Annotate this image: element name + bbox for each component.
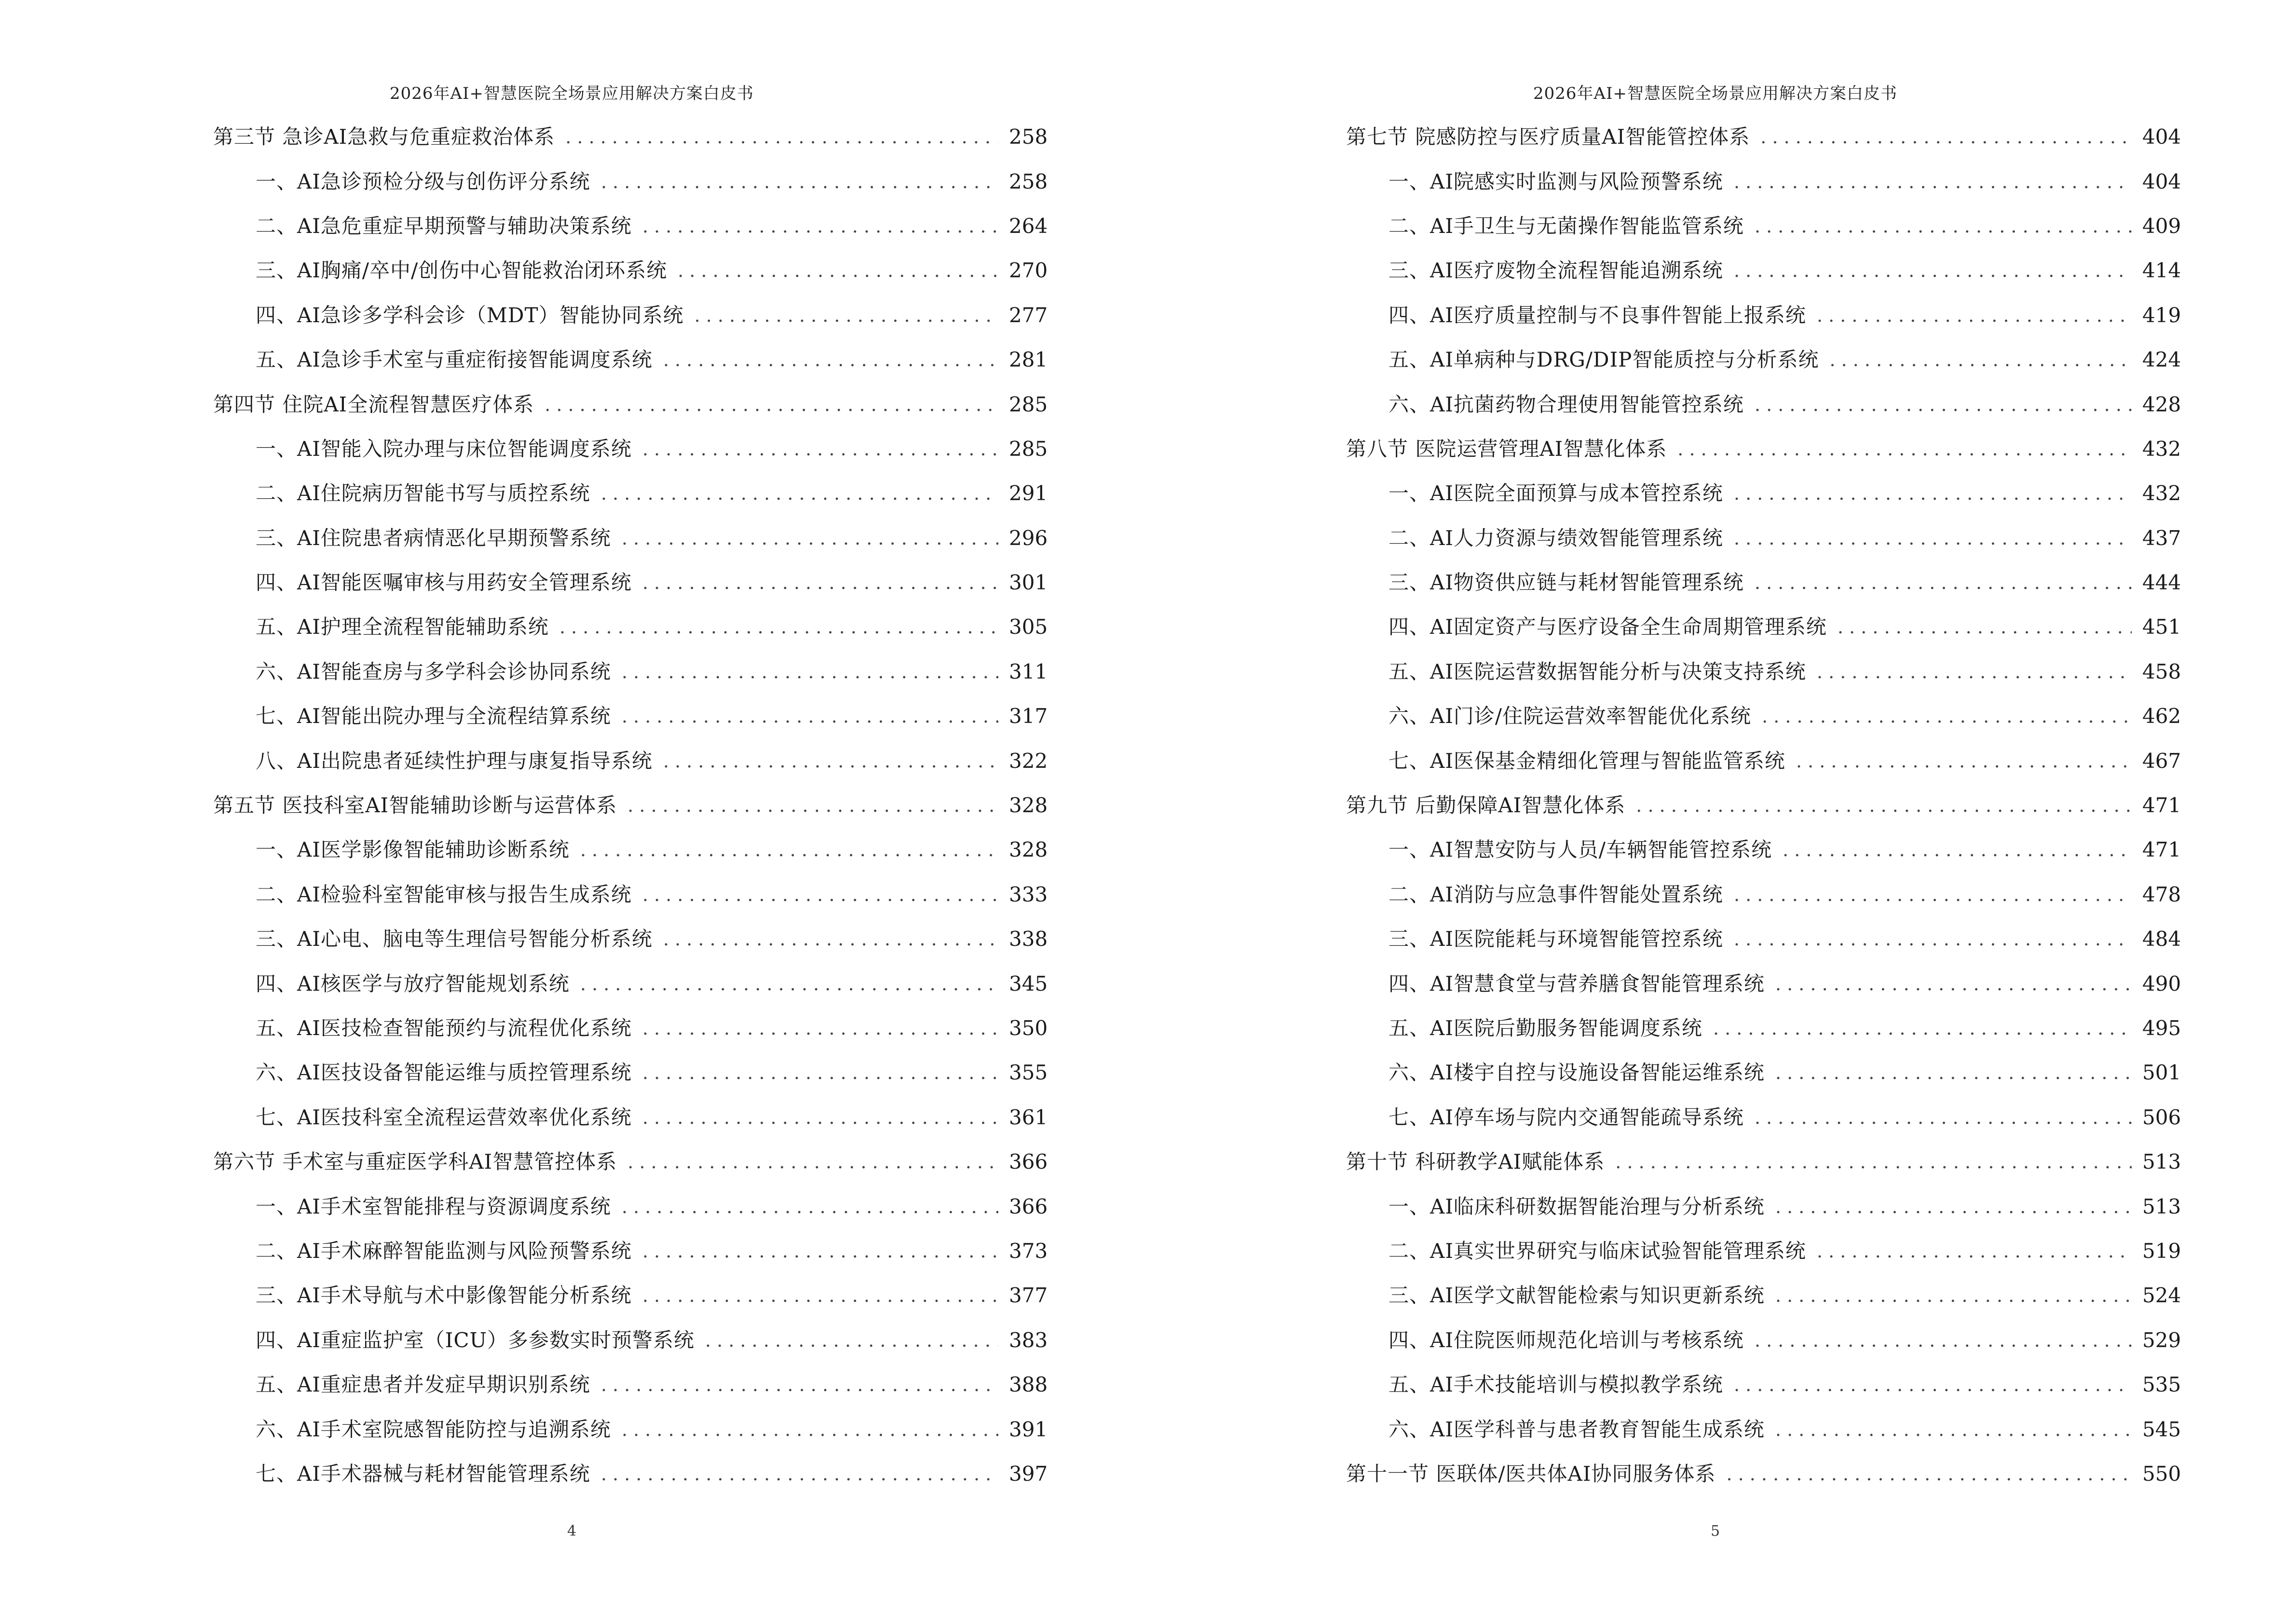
toc-entry-title: 一、AI手术室智能排程与资源调度系统 bbox=[256, 1194, 611, 1218]
toc-subsection-entry[interactable] bbox=[1346, 1006, 2181, 1051]
toc-dot-leader bbox=[1783, 841, 2132, 859]
toc-entry-title: 四、AI急诊多学科会诊（MDT）智能协同系统 bbox=[256, 303, 684, 327]
toc-entry-title: 六、AI手术室院感智能防控与追溯系统 bbox=[256, 1417, 611, 1441]
toc-entry-page-number: 366 bbox=[1009, 1150, 1048, 1174]
toc-entry-page-number: 513 bbox=[2142, 1194, 2181, 1218]
toc-entry-title: 第十一节 医联体/医共体AI协同服务体系 bbox=[1346, 1461, 1716, 1486]
toc-dot-leader bbox=[1775, 1198, 2132, 1216]
toc-entry-page-number: 366 bbox=[1009, 1194, 1048, 1218]
toc-dot-leader bbox=[1734, 261, 2132, 280]
toc-dot-leader bbox=[1817, 1242, 2132, 1260]
toc-subsection-entry[interactable] bbox=[213, 1452, 1048, 1496]
toc-dot-leader bbox=[565, 128, 998, 146]
toc-subsection-entry[interactable] bbox=[1346, 293, 2181, 338]
toc-subsection-entry[interactable] bbox=[1346, 1229, 2181, 1273]
toc-subsection-entry[interactable] bbox=[213, 1407, 1048, 1451]
toc-entry-title: 三、AI胸痛/卒中/创伤中心智能救治闭环系统 bbox=[256, 259, 667, 283]
toc-entry-page-number: 333 bbox=[1009, 882, 1048, 906]
running-header: 2026年AI+智慧医院全场景应用解决方案白皮书 bbox=[390, 84, 754, 103]
toc-subsection-entry[interactable] bbox=[1346, 1095, 2181, 1140]
toc-entry-title: 七、AI停车场与院内交通智能疏导系统 bbox=[1389, 1105, 1744, 1129]
toc-entry-title: 一、AI智慧安防与人员/车辆智能管控系统 bbox=[1389, 838, 1772, 862]
toc-dot-leader bbox=[601, 484, 998, 503]
toc-entry-page-number: 291 bbox=[1009, 481, 1048, 505]
toc-entry-page-number: 258 bbox=[1009, 125, 1048, 149]
toc-subsection-entry[interactable] bbox=[1346, 1184, 2181, 1228]
toc-dot-leader bbox=[580, 975, 998, 993]
toc-entry-title: 第八节 医院运营管理AI智慧化体系 bbox=[1346, 437, 1667, 461]
toc-entry-page-number: 524 bbox=[2142, 1283, 2181, 1308]
toc-section-entry[interactable] bbox=[1346, 1452, 2181, 1496]
toc-entry-title: 三、AI住院患者病情恶化早期预警系统 bbox=[256, 526, 611, 550]
toc-entry-page-number: 462 bbox=[2142, 704, 2181, 728]
toc-entry-page-number: 444 bbox=[2142, 571, 2181, 595]
toc-dot-leader bbox=[1734, 173, 2132, 191]
toc-section-entry[interactable] bbox=[1346, 427, 2181, 471]
toc-subsection-entry[interactable] bbox=[1346, 828, 2181, 872]
toc-entry-title: 七、AI医保基金精细化管理与智能监管系统 bbox=[1389, 749, 1785, 773]
toc-entry-title: 五、AI重症患者并发症早期识别系统 bbox=[256, 1373, 590, 1397]
toc-dot-leader bbox=[1734, 930, 2132, 948]
toc-entry-page-number: 338 bbox=[1009, 927, 1048, 951]
page-number: 4 bbox=[567, 1523, 577, 1540]
toc-dot-leader bbox=[622, 663, 998, 681]
toc-section-entry[interactable] bbox=[213, 783, 1048, 828]
toc-entry-page-number: 550 bbox=[2142, 1461, 2181, 1486]
toc-dot-leader bbox=[601, 1376, 998, 1394]
toc-dot-leader bbox=[601, 173, 998, 191]
toc-dot-leader bbox=[642, 573, 998, 592]
toc-dot-leader bbox=[694, 306, 998, 325]
toc-dot-leader bbox=[1734, 484, 2132, 503]
toc-entry-title: 一、AI临床科研数据智能治理与分析系统 bbox=[1389, 1194, 1765, 1218]
toc-dot-leader bbox=[601, 1465, 998, 1483]
toc-dot-leader bbox=[1755, 573, 2132, 592]
toc-entry-page-number: 361 bbox=[1009, 1105, 1048, 1129]
toc-entry-page-number: 513 bbox=[2142, 1150, 2181, 1174]
toc-subsection-entry[interactable] bbox=[213, 828, 1048, 872]
toc-entry-page-number: 451 bbox=[2142, 615, 2181, 639]
toc-dot-leader bbox=[642, 1286, 998, 1305]
toc-entry-title: 二、AI手卫生与无菌操作智能监管系统 bbox=[1389, 214, 1744, 238]
toc-dot-leader bbox=[642, 1019, 998, 1037]
toc-dot-leader bbox=[642, 217, 998, 235]
toc-entry-title: 四、AI住院医师规范化培训与考核系统 bbox=[1389, 1328, 1744, 1352]
toc-entry-title: 五、AI单病种与DRG/DIP智能质控与分析系统 bbox=[1389, 348, 1819, 372]
toc-entry-page-number: 467 bbox=[2142, 749, 2181, 773]
toc-entry-page-number: 377 bbox=[1009, 1283, 1048, 1308]
toc-dot-leader bbox=[1829, 351, 2132, 369]
toc-entry-title: 第六节 手术室与重症医学科AI智慧管控体系 bbox=[213, 1150, 617, 1174]
toc-dot-leader bbox=[1762, 707, 2132, 725]
toc-entry-page-number: 519 bbox=[2142, 1239, 2181, 1263]
toc-entry-title: 四、AI医疗质量控制与不良事件智能上报系统 bbox=[1389, 303, 1806, 327]
toc-subsection-entry[interactable] bbox=[1346, 516, 2181, 560]
toc-dot-leader bbox=[1734, 886, 2132, 904]
toc-subsection-entry[interactable] bbox=[213, 293, 1048, 338]
toc-entry-page-number: 322 bbox=[1009, 749, 1048, 773]
toc-entry-page-number: 506 bbox=[2142, 1105, 2181, 1129]
toc-entry-page-number: 270 bbox=[1009, 259, 1048, 283]
toc-entry-page-number: 328 bbox=[1009, 793, 1048, 818]
toc-subsection-entry[interactable] bbox=[213, 961, 1048, 1006]
toc-dot-leader bbox=[1755, 217, 2132, 235]
toc-entry-title: 六、AI楼宇自控与设施设备智能运维系统 bbox=[1389, 1061, 1765, 1085]
toc-dot-leader bbox=[663, 752, 998, 770]
toc-section-entry[interactable] bbox=[1346, 1140, 2181, 1184]
toc-subsection-entry[interactable] bbox=[1346, 605, 2181, 649]
toc-subsection-entry[interactable] bbox=[213, 516, 1048, 560]
toc-dot-leader bbox=[622, 529, 998, 547]
toc-entry-page-number: 305 bbox=[1009, 615, 1048, 639]
toc-dot-leader bbox=[1755, 1108, 2132, 1127]
toc-entry-title: 七、AI智能出院办理与全流程结算系统 bbox=[256, 704, 611, 728]
toc-entry-title: 二、AI住院病历智能书写与质控系统 bbox=[256, 481, 590, 505]
toc-dot-leader bbox=[1796, 752, 2132, 770]
toc-entry-title: 六、AI智能查房与多学科会诊协同系统 bbox=[256, 659, 611, 683]
toc-entry-page-number: 437 bbox=[2142, 526, 2181, 550]
toc-entry-page-number: 478 bbox=[2142, 882, 2181, 906]
toc-entry-title: 一、AI智能入院办理与床位智能调度系统 bbox=[256, 437, 632, 461]
toc-subsection-entry[interactable] bbox=[1346, 694, 2181, 738]
toc-entry-title: 五、AI手术技能培训与模拟教学系统 bbox=[1389, 1373, 1723, 1397]
toc-dot-leader bbox=[642, 1242, 998, 1260]
toc-entry-page-number: 404 bbox=[2142, 169, 2181, 193]
toc-dot-leader bbox=[678, 261, 998, 280]
toc-entry-page-number: 397 bbox=[1009, 1461, 1048, 1486]
toc-entry-title: 六、AI抗菌药物合理使用智能管控系统 bbox=[1389, 392, 1744, 416]
toc-entry-title: 三、AI手术导航与术中影像智能分析系统 bbox=[256, 1283, 632, 1308]
toc-entry-title: 第三节 急诊AI急救与危重症救治体系 bbox=[213, 125, 555, 149]
toc-entry-page-number: 328 bbox=[1009, 838, 1048, 862]
toc-dot-leader bbox=[545, 396, 998, 414]
toc-entry-title: 五、AI急诊手术室与重症衔接智能调度系统 bbox=[256, 348, 653, 372]
toc-subsection-entry[interactable] bbox=[213, 1363, 1048, 1407]
toc-subsection-entry[interactable] bbox=[213, 738, 1048, 783]
toc-dot-leader bbox=[580, 841, 998, 859]
toc-entry-page-number: 301 bbox=[1009, 571, 1048, 595]
toc-dot-leader bbox=[559, 618, 998, 636]
toc-subsection-entry[interactable] bbox=[213, 159, 1048, 204]
toc-dot-leader bbox=[1817, 306, 2132, 325]
toc-entry-page-number: 419 bbox=[2142, 303, 2181, 327]
toc-entry-title: 八、AI出院患者延续性护理与康复指导系统 bbox=[256, 749, 653, 773]
toc-dot-leader bbox=[1734, 1376, 2132, 1394]
toc-subsection-entry[interactable] bbox=[213, 248, 1048, 293]
toc-entry-title: 第五节 医技科室AI智能辅助诊断与运营体系 bbox=[213, 793, 617, 818]
toc-dot-leader bbox=[622, 707, 998, 725]
toc-dot-leader bbox=[627, 796, 998, 815]
toc-entry-page-number: 281 bbox=[1009, 348, 1048, 372]
toc-dot-leader bbox=[1755, 396, 2132, 414]
toc-section-entry[interactable] bbox=[1346, 115, 2181, 159]
toc-subsection-entry[interactable] bbox=[1346, 650, 2181, 694]
toc-subsection-entry[interactable] bbox=[213, 1184, 1048, 1228]
toc-entry-title: 三、AI医学文献智能检索与知识更新系统 bbox=[1389, 1283, 1765, 1308]
toc-dot-leader bbox=[663, 930, 998, 948]
toc-entry-title: 三、AI心电、脑电等生理信号智能分析系统 bbox=[256, 927, 653, 951]
toc-entry-page-number: 409 bbox=[2142, 214, 2181, 238]
toc-entry-title: 第十节 科研教学AI赋能体系 bbox=[1346, 1150, 1605, 1174]
toc-entry-page-number: 350 bbox=[1009, 1016, 1048, 1040]
toc-subsection-entry[interactable] bbox=[213, 471, 1048, 516]
toc-entry-title: 二、AI真实世界研究与临床试验智能管理系统 bbox=[1389, 1239, 1806, 1263]
toc-dot-leader bbox=[642, 440, 998, 458]
toc-subsection-entry[interactable] bbox=[1346, 248, 2181, 293]
toc-dot-leader bbox=[705, 1331, 998, 1350]
toc-dot-leader bbox=[1775, 1064, 2132, 1082]
toc-entry-page-number: 264 bbox=[1009, 214, 1048, 238]
toc-subsection-entry[interactable] bbox=[1346, 338, 2181, 382]
toc-entry-title: 五、AI医技检查智能预约与流程优化系统 bbox=[256, 1016, 632, 1040]
toc-subsection-entry[interactable] bbox=[213, 694, 1048, 738]
toc-entry-page-number: 432 bbox=[2142, 437, 2181, 461]
toc-dot-leader bbox=[1838, 618, 2132, 636]
toc-entry-page-number: 296 bbox=[1009, 526, 1048, 550]
toc-entry-page-number: 277 bbox=[1009, 303, 1048, 327]
toc-entry-page-number: 529 bbox=[2142, 1328, 2181, 1352]
toc-subsection-entry[interactable] bbox=[213, 1318, 1048, 1363]
right-page bbox=[1144, 0, 2287, 1624]
page-number: 5 bbox=[1710, 1523, 1720, 1540]
toc-subsection-entry[interactable] bbox=[1346, 204, 2181, 248]
toc-subsection-entry[interactable] bbox=[1346, 382, 2181, 426]
toc-entry-title: 第九节 后勤保障AI智慧化体系 bbox=[1346, 793, 1626, 818]
toc-subsection-entry[interactable] bbox=[1346, 738, 2181, 783]
toc-subsection-entry[interactable] bbox=[213, 650, 1048, 694]
toc-entry-title: 三、AI医疗废物全流程智能追溯系统 bbox=[1389, 259, 1723, 283]
toc-entry-page-number: 414 bbox=[2142, 259, 2181, 283]
toc-entry-page-number: 545 bbox=[2142, 1417, 2181, 1441]
toc-subsection-entry[interactable] bbox=[213, 1229, 1048, 1273]
toc-dot-leader bbox=[622, 1198, 998, 1216]
toc-entry-title: 五、AI护理全流程智能辅助系统 bbox=[256, 615, 549, 639]
toc-subsection-entry[interactable] bbox=[1346, 1051, 2181, 1095]
toc-dot-leader bbox=[663, 351, 998, 369]
toc-entry-title: 二、AI消防与应急事件智能处置系统 bbox=[1389, 882, 1723, 906]
toc-section-entry[interactable] bbox=[213, 115, 1048, 159]
toc-entry-title: 一、AI医学影像智能辅助诊断系统 bbox=[256, 838, 570, 862]
toc-entry-title: 七、AI医技科室全流程运营效率优化系统 bbox=[256, 1105, 632, 1129]
toc-subsection-entry[interactable] bbox=[1346, 961, 2181, 1006]
toc-dot-leader bbox=[1636, 796, 2132, 815]
toc-dot-leader bbox=[1817, 663, 2132, 681]
toc-subsection-entry[interactable] bbox=[213, 1051, 1048, 1095]
toc-entry-page-number: 424 bbox=[2142, 348, 2181, 372]
toc-subsection-entry[interactable] bbox=[213, 605, 1048, 649]
toc-dot-leader bbox=[1615, 1153, 2132, 1171]
toc-dot-leader bbox=[642, 1064, 998, 1082]
toc-entry-page-number: 458 bbox=[2142, 659, 2181, 683]
toc-section-entry[interactable] bbox=[213, 1140, 1048, 1184]
toc-entry-title: 一、AI急诊预检分级与创伤评分系统 bbox=[256, 169, 590, 193]
toc-entry-title: 第四节 住院AI全流程智慧医疗体系 bbox=[213, 392, 534, 416]
toc-entry-page-number: 345 bbox=[1009, 971, 1048, 996]
toc-dot-leader bbox=[1755, 1331, 2132, 1350]
toc-entry-title: 五、AI医院后勤服务智能调度系统 bbox=[1389, 1016, 1702, 1040]
toc-dot-leader bbox=[642, 886, 998, 904]
toc-entry-title: 五、AI医院运营数据智能分析与决策支持系统 bbox=[1389, 659, 1806, 683]
toc-entry-title: 四、AI重症监护室（ICU）多参数实时预警系统 bbox=[256, 1328, 695, 1352]
toc-subsection-entry[interactable] bbox=[1346, 159, 2181, 204]
toc-subsection-entry[interactable] bbox=[1346, 917, 2181, 961]
toc-entry-page-number: 383 bbox=[1009, 1328, 1048, 1352]
toc-dot-leader bbox=[1760, 128, 2132, 146]
toc-entry-page-number: 490 bbox=[2142, 971, 2181, 996]
toc-entry-title: 四、AI固定资产与医疗设备全生命周期管理系统 bbox=[1389, 615, 1827, 639]
toc-entry-page-number: 495 bbox=[2142, 1016, 2181, 1040]
toc-entry-title: 六、AI医学科普与患者教育智能生成系统 bbox=[1389, 1417, 1765, 1441]
toc-entry-title: 一、AI院感实时监测与风险预警系统 bbox=[1389, 169, 1723, 193]
toc-subsection-entry[interactable] bbox=[213, 873, 1048, 917]
toc-entry-title: 二、AI检验科室智能审核与报告生成系统 bbox=[256, 882, 632, 906]
toc-entry-page-number: 428 bbox=[2142, 392, 2181, 416]
toc-dot-leader bbox=[622, 1420, 998, 1439]
toc-subsection-entry[interactable] bbox=[1346, 1363, 2181, 1407]
toc-dot-leader bbox=[1713, 1019, 2132, 1037]
toc-entry-title: 六、AI门诊/住院运营效率智能优化系统 bbox=[1389, 704, 1752, 728]
toc-subsection-entry[interactable] bbox=[213, 560, 1048, 605]
toc-dot-leader bbox=[1775, 1286, 2132, 1305]
toc-subsection-entry[interactable] bbox=[213, 1095, 1048, 1140]
toc-entry-page-number: 471 bbox=[2142, 838, 2181, 862]
toc-subsection-entry[interactable] bbox=[1346, 560, 2181, 605]
toc-entry-title: 四、AI智慧食堂与营养膳食智能管理系统 bbox=[1389, 971, 1765, 996]
toc-dot-leader bbox=[642, 1108, 998, 1127]
toc-entry-title: 第七节 院感防控与医疗质量AI智能管控体系 bbox=[1346, 125, 1750, 149]
toc-entry-page-number: 373 bbox=[1009, 1239, 1048, 1263]
toc-subsection-entry[interactable] bbox=[1346, 471, 2181, 516]
toc-entry-page-number: 484 bbox=[2142, 927, 2181, 951]
toc-dot-leader bbox=[1677, 440, 2132, 458]
toc-subsection-entry[interactable] bbox=[213, 1273, 1048, 1318]
toc-dot-leader bbox=[1726, 1465, 2132, 1483]
toc-entry-title: 二、AI急危重症早期预警与辅助决策系统 bbox=[256, 214, 632, 238]
toc-entry-page-number: 311 bbox=[1009, 659, 1048, 683]
toc-entry-page-number: 317 bbox=[1009, 704, 1048, 728]
toc-entry-title: 一、AI医院全面预算与成本管控系统 bbox=[1389, 481, 1723, 505]
toc-entry-title: 三、AI物资供应链与耗材智能管理系统 bbox=[1389, 571, 1744, 595]
toc-entry-page-number: 355 bbox=[1009, 1061, 1048, 1085]
toc-entry-page-number: 391 bbox=[1009, 1417, 1048, 1441]
toc-section-entry[interactable] bbox=[1346, 783, 2181, 828]
toc-section-entry[interactable] bbox=[213, 382, 1048, 426]
toc-entry-title: 二、AI人力资源与绩效智能管理系统 bbox=[1389, 526, 1723, 550]
table-of-contents bbox=[1346, 115, 2181, 1496]
toc-subsection-entry[interactable] bbox=[213, 204, 1048, 248]
toc-subsection-entry[interactable] bbox=[1346, 1273, 2181, 1318]
toc-subsection-entry[interactable] bbox=[1346, 1407, 2181, 1451]
toc-subsection-entry[interactable] bbox=[213, 427, 1048, 471]
toc-subsection-entry[interactable] bbox=[213, 917, 1048, 961]
toc-dot-leader bbox=[1775, 975, 2132, 993]
toc-subsection-entry[interactable] bbox=[213, 1006, 1048, 1051]
toc-entry-page-number: 471 bbox=[2142, 793, 2181, 818]
toc-subsection-entry[interactable] bbox=[213, 338, 1048, 382]
toc-entry-page-number: 258 bbox=[1009, 169, 1048, 193]
toc-entry-title: 四、AI智能医嘱审核与用药安全管理系统 bbox=[256, 571, 632, 595]
toc-entry-page-number: 404 bbox=[2142, 125, 2181, 149]
toc-entry-page-number: 432 bbox=[2142, 481, 2181, 505]
toc-entry-title: 二、AI手术麻醉智能监测与风险预警系统 bbox=[256, 1239, 632, 1263]
toc-entry-title: 三、AI医院能耗与环境智能管控系统 bbox=[1389, 927, 1723, 951]
toc-entry-page-number: 535 bbox=[2142, 1373, 2181, 1397]
toc-entry-page-number: 501 bbox=[2142, 1061, 2181, 1085]
toc-dot-leader bbox=[627, 1153, 998, 1171]
toc-dot-leader bbox=[1775, 1420, 2132, 1439]
toc-subsection-entry[interactable] bbox=[1346, 873, 2181, 917]
toc-entry-page-number: 285 bbox=[1009, 392, 1048, 416]
running-header: 2026年AI+智慧医院全场景应用解决方案白皮书 bbox=[1533, 84, 1897, 103]
table-of-contents bbox=[213, 115, 1048, 1496]
toc-entry-page-number: 285 bbox=[1009, 437, 1048, 461]
toc-entry-page-number: 388 bbox=[1009, 1373, 1048, 1397]
toc-entry-title: 六、AI医技设备智能运维与质控管理系统 bbox=[256, 1061, 632, 1085]
toc-subsection-entry[interactable] bbox=[1346, 1318, 2181, 1363]
toc-dot-leader bbox=[1734, 529, 2132, 547]
toc-entry-title: 七、AI手术器械与耗材智能管理系统 bbox=[256, 1461, 590, 1486]
toc-entry-title: 四、AI核医学与放疗智能规划系统 bbox=[256, 971, 570, 996]
